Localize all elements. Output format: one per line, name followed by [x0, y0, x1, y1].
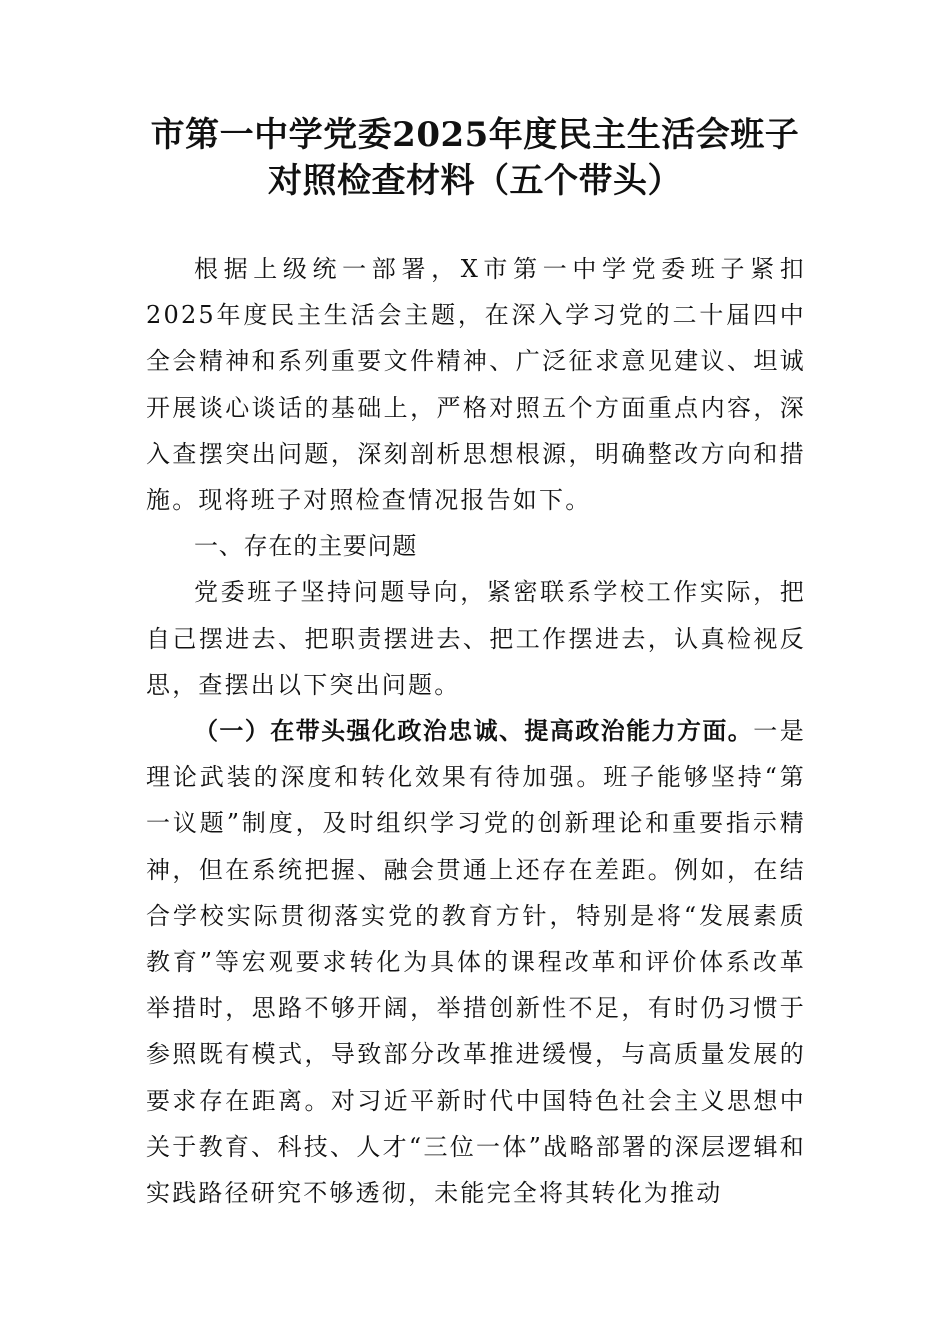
- item-one-heading: （一）在带头强化政治忠诚、提高政治能力方面。: [194, 716, 754, 746]
- document-title: [100, 112, 850, 204]
- item-one-paragraph: [146, 708, 806, 1216]
- item-one-body: 一是理论武装的深度和转化效果有待加强。班子能够坚持“第一议题”制度，及时组织学习党的创新理论和重要指示精神，但在系统把握、融会贯通上还存在差距。例如，在结合学校实际贯彻落实党的教育方针，特别是将“发展素质教育”等宏观要求转化为具体的课程改革和评价体系改革举措时，思路不够开阔，举措创新性不足，有时仍习惯于参照既有模式，导致部分改革推进缓慢，与高质量发展的要求存在距离。对习近平新时代中国特色社会主义思想中关于教育、科技、人才“三位一体”战略部署的深层逻辑和实践路径研究不够透彻，未能完全将其转化为推动: [146, 717, 807, 1208]
- title-line-2: 对照检查材料（五个带头）: [268, 161, 682, 201]
- section-intro-paragraph: 党委班子坚持问题导向，紧密联系学校工作实际，把自己摆进去、把职责摆进去、把工作摆进去，认真检视反思，查摆出以下突出问题。: [146, 578, 806, 699]
- section-heading-problems: 一、存在的主要问题: [194, 532, 418, 561]
- intro-paragraph: 根据上级统一部署，X市第一中学党委班子紧扣2025年度民主生活会主题，在深入学习党的二十届四中全会精神和系列重要文件精神、广泛征求意见建议、坦诚开展谈心谈话的基础上，严格对照五个方面重点内容，深入查摆突出问题，深刻剖析思想根源，明确整改方向和措施。现将班子对照检查情况报告如下。: [146, 255, 806, 515]
- document-body: [146, 246, 806, 1216]
- title-line-1: 市第一中学党委2025年度民主生活会班子: [150, 115, 800, 155]
